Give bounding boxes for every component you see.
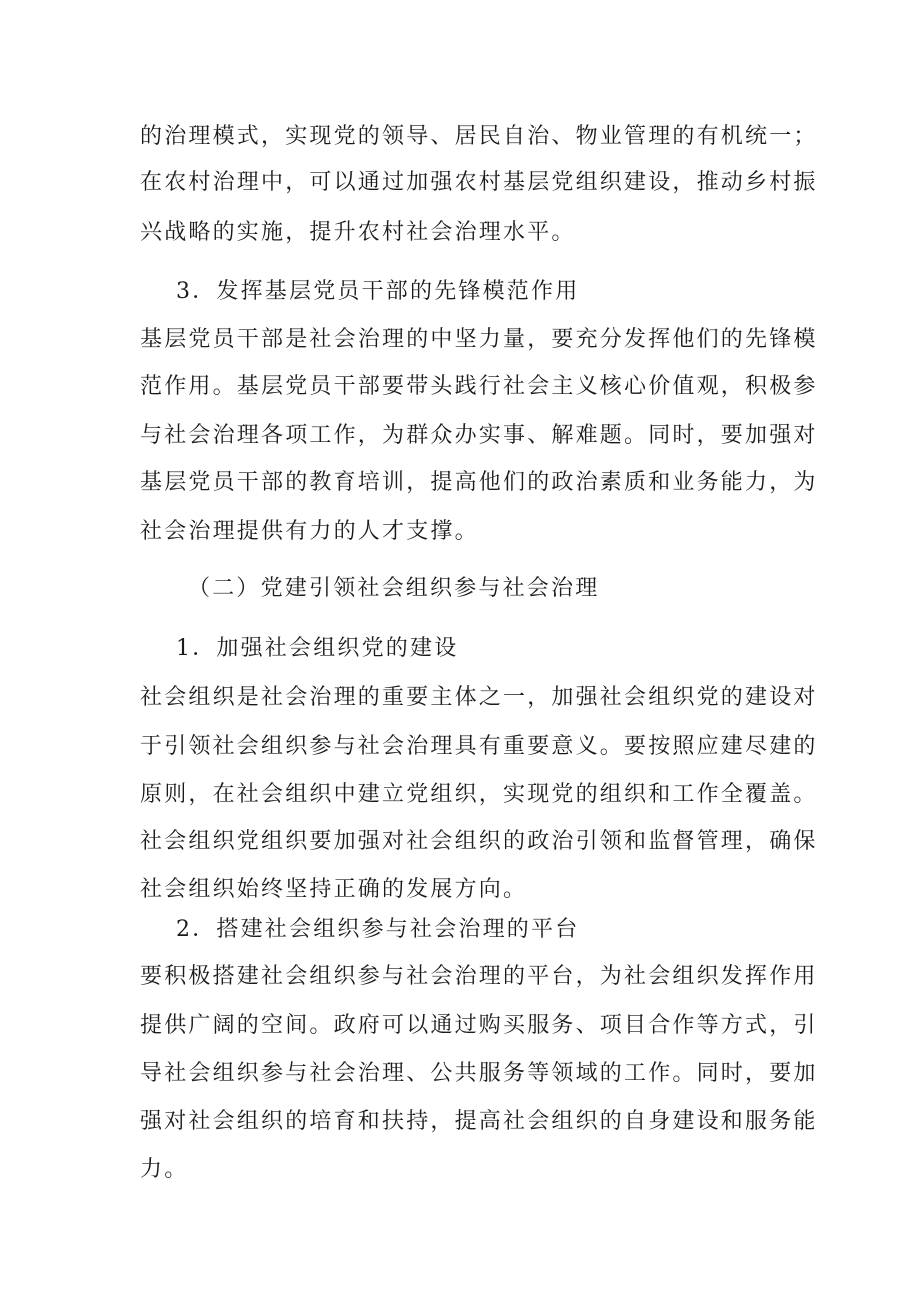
paragraph-line: 强对社会组织的培育和扶持，提高社会组织的自身建设和服务能 (140, 1109, 818, 1134)
paragraph-line: 要积极搭建社会组织参与社会治理的平台，为社会组织发挥作用 (140, 964, 818, 989)
section-heading: 3．发挥基层党员干部的先锋模范作用 (176, 279, 580, 304)
paragraph-line: 社会组织是社会治理的重要主体之一，加强社会组织党的建设对 (140, 685, 818, 710)
paragraph-line: 于引领社会组织参与社会治理具有重要意义。要按照应建尽建的 (140, 734, 818, 759)
paragraph-line: 社会组织党组织要加强对社会组织的政治引领和监督管理，确保 (140, 829, 818, 854)
chapter-heading: （二）党建引领社会组织参与社会治理 (188, 576, 600, 601)
paragraph-line: 的治理模式，实现党的领导、居民自治、物业管理的有机统一； (140, 124, 818, 149)
paragraph-line: 基层党员干部的教育培训，提高他们的政治素质和业务能力，为 (140, 470, 818, 495)
paragraph-line: 社会组织始终坚持正确的发展方向。 (140, 877, 528, 902)
paragraph-line: 社会治理提供有力的人才支撑。 (140, 519, 479, 544)
section-heading: 1．加强社会组织党的建设 (176, 636, 459, 661)
paragraph-line: 在农村治理中，可以通过加强农村基层党组织建设，推动乡村振 (140, 170, 818, 195)
paragraph-line: 原则，在社会组织中建立党组织，实现党的组织和工作全覆盖。 (140, 782, 818, 807)
paragraph-line: 范作用。基层党员干部要带头践行社会主义核心价值观，积极参 (140, 374, 818, 399)
paragraph-line: 与社会治理各项工作，为群众办实事、解难题。同时，要加强对 (140, 423, 818, 448)
paragraph-line: 导社会组织参与社会治理、公共服务等领域的工作。同时，要加 (140, 1061, 818, 1086)
paragraph-line: 提供广阔的空间。政府可以通过购买服务、项目合作等方式，引 (140, 1013, 818, 1038)
paragraph-line: 兴战略的实施，提升农村社会治理水平。 (140, 220, 576, 245)
paragraph-line: 基层党员干部是社会治理的中坚力量，要充分发挥他们的先锋模 (140, 327, 818, 352)
section-heading: 2．搭建社会组织参与社会治理的平台 (176, 917, 580, 942)
paragraph-line: 力。 (140, 1157, 189, 1182)
